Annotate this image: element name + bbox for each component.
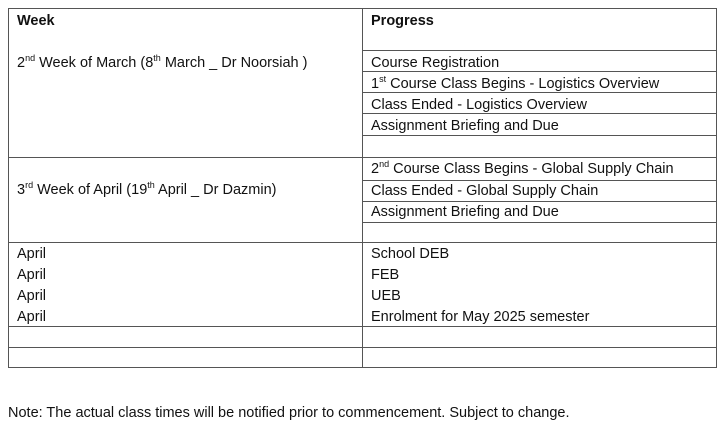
progress-item: 2nd Course Class Begins - Global Supply Chain <box>371 159 674 177</box>
progress-item: Enrolment for May 2025 semester <box>371 309 590 325</box>
progress-header: Progress <box>371 13 434 29</box>
week-cell: April <box>17 246 47 262</box>
progress-item: 1st Course Class Begins - Logistics Overview <box>371 74 660 92</box>
column-divider <box>362 9 363 367</box>
progress-item: Assignment Briefing and Due <box>371 118 559 134</box>
row-line <box>362 50 716 51</box>
progress-item: Class Ended - Logistics Overview <box>371 97 587 113</box>
schedule-table <box>8 8 717 368</box>
progress-item: Assignment Briefing and Due <box>371 204 559 220</box>
week-cell-april: 3rd Week of April (19th April _ Dr Dazmin) <box>17 180 277 198</box>
group-separator <box>9 157 716 158</box>
row-line <box>362 222 716 223</box>
week-header: Week <box>17 13 55 29</box>
week-cell: April <box>17 267 47 283</box>
row-line <box>9 326 716 327</box>
progress-item: Class Ended - Global Supply Chain <box>371 183 599 199</box>
progress-item: UEB <box>371 288 401 304</box>
progress-item: Course Registration <box>371 55 500 71</box>
group-separator <box>9 242 716 243</box>
week-cell-march: 2nd Week of March (8th March _ Dr Noorsiah ) <box>17 53 308 71</box>
progress-item: School DEB <box>371 246 450 262</box>
footnote: Note: The actual class times will be notified prior to commencement. Subject to change. <box>8 405 570 421</box>
row-line <box>9 347 716 348</box>
week-cell: April <box>17 309 47 325</box>
progress-item: FEB <box>371 267 400 283</box>
week-cell: April <box>17 288 47 304</box>
